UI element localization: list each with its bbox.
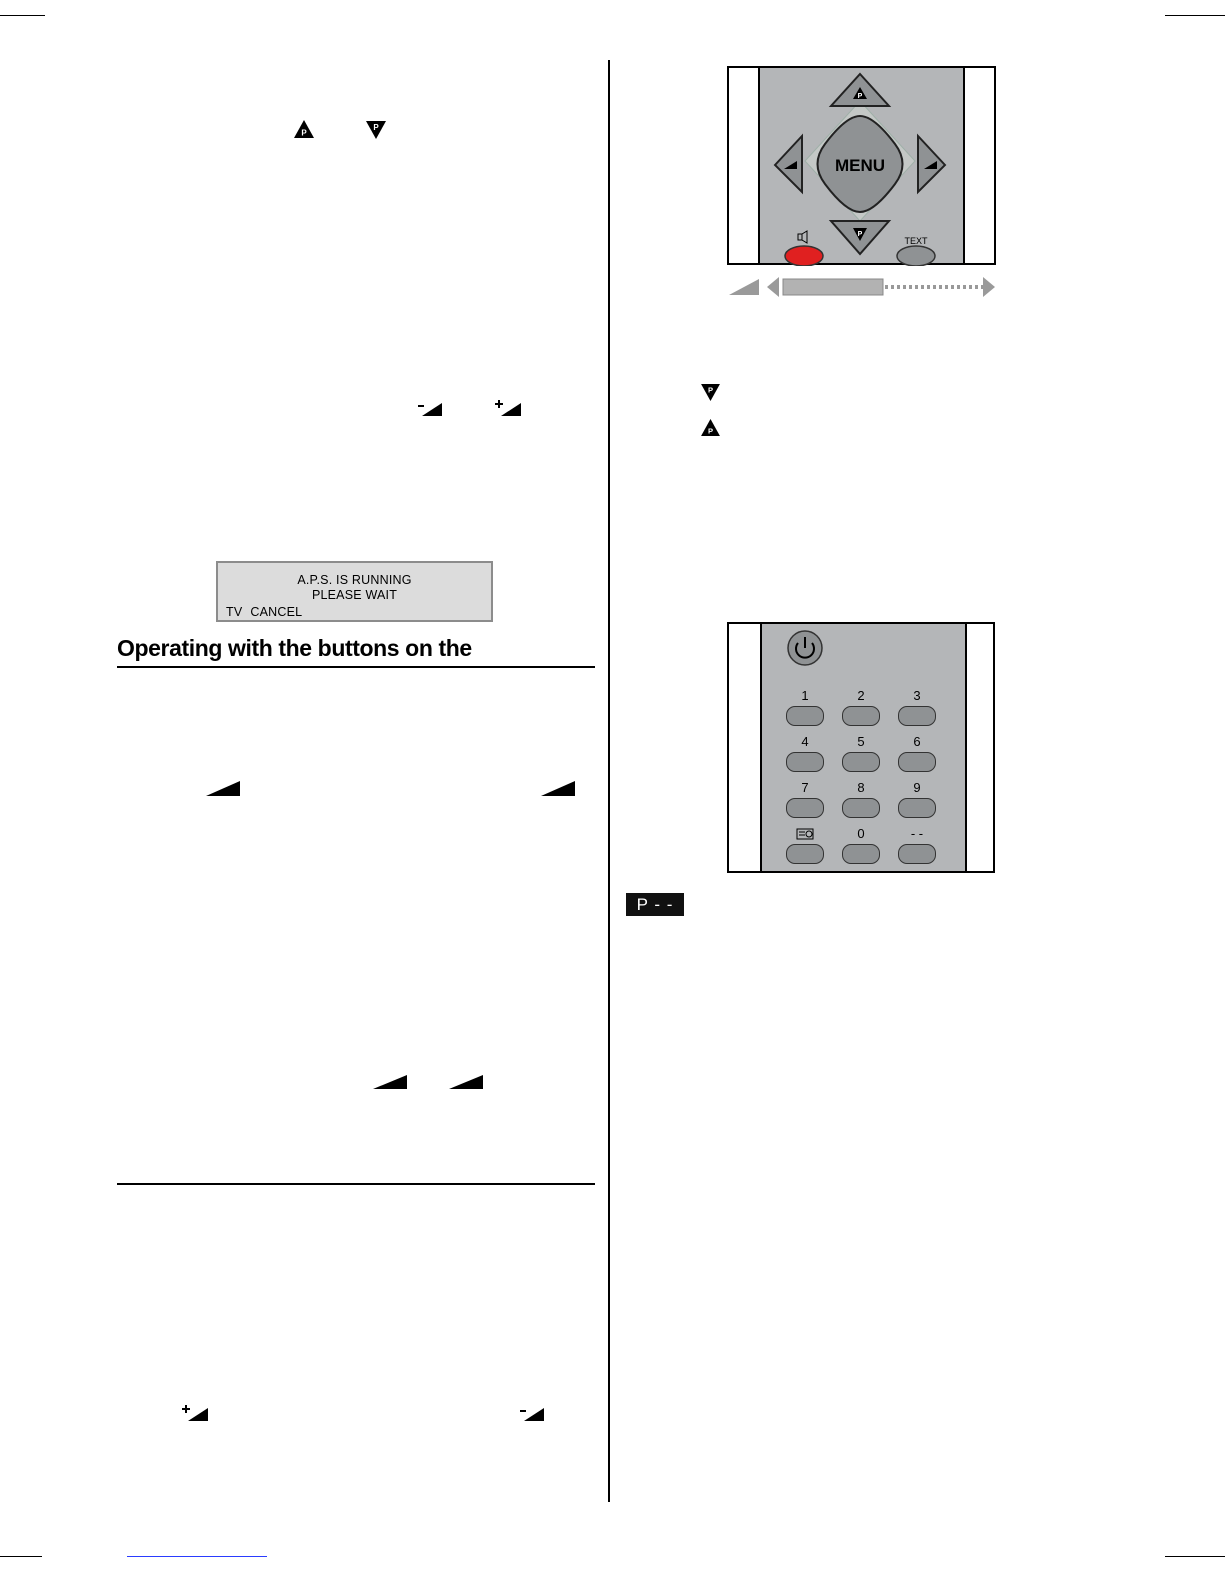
programme-up-icon xyxy=(701,419,720,436)
volume-wedge-icon xyxy=(449,1075,483,1089)
keypad-key[interactable] xyxy=(785,780,825,822)
text-button-label: TEXT xyxy=(904,236,928,246)
keypad-key[interactable] xyxy=(897,826,937,868)
svg-text:P: P xyxy=(707,385,714,395)
crop-mark-top-right xyxy=(1165,15,1225,16)
keypad-key-label: 3 xyxy=(913,688,921,703)
keypad-key[interactable] xyxy=(785,734,825,776)
aps-footer xyxy=(226,605,302,619)
keypad-key[interactable] xyxy=(897,780,937,822)
keypad-key-button[interactable] xyxy=(786,752,824,772)
keypad-key-button[interactable] xyxy=(898,752,936,772)
volume-wedge-icon xyxy=(373,1075,407,1089)
volume-down-icon xyxy=(418,399,444,417)
keypad-key[interactable] xyxy=(785,826,825,868)
tv-key-label: TV xyxy=(226,605,243,619)
crop-mark-bottom-left xyxy=(0,1556,42,1557)
aps-running-dialog xyxy=(216,561,493,622)
volume-up-icon xyxy=(182,1403,209,1423)
keypad-key-button[interactable] xyxy=(786,798,824,818)
aps-wait-text: PLEASE WAIT xyxy=(311,588,398,602)
mute-button[interactable] xyxy=(785,246,823,266)
svg-text:P: P xyxy=(707,426,714,436)
programme-down-icon xyxy=(701,384,720,401)
keypad-key[interactable] xyxy=(897,734,937,776)
keypad-key-label: 4 xyxy=(801,734,809,749)
keypad-key-label: 1 xyxy=(801,688,809,703)
keypad-key-button[interactable] xyxy=(842,752,880,772)
keypad-key[interactable] xyxy=(897,688,937,730)
keypad-key[interactable] xyxy=(785,688,825,730)
svg-text:P: P xyxy=(857,93,863,100)
volume-down-icon xyxy=(520,1404,546,1422)
keypad-key-label: 2 xyxy=(857,688,865,703)
cancel-label[interactable]: CANCEL xyxy=(250,605,303,619)
keypad-key-label: 9 xyxy=(913,780,921,795)
keypad-key-label: 0 xyxy=(857,826,865,841)
aps-status-text: A.P.S. IS RUNNING xyxy=(297,573,412,587)
keypad-key-label: - - xyxy=(910,826,924,841)
remote-navigation-illustration xyxy=(727,66,997,266)
programme-down-icon xyxy=(366,121,386,139)
keypad-key[interactable] xyxy=(841,688,881,730)
keypad-key-button[interactable] xyxy=(786,844,824,864)
volume-up-icon xyxy=(495,398,522,418)
keypad-key-label: 7 xyxy=(801,780,809,795)
heading-underline xyxy=(117,666,595,668)
keypad-key-label: 8 xyxy=(857,780,865,795)
menu-button-label[interactable]: MENU xyxy=(834,156,886,175)
keypad-key[interactable] xyxy=(841,826,881,868)
keypad-key[interactable] xyxy=(841,734,881,776)
keypad-key-label: 6 xyxy=(913,734,921,749)
keypad-key-button[interactable] xyxy=(898,798,936,818)
programme-entry-badge: P - - xyxy=(626,893,684,916)
programme-up-icon xyxy=(294,120,314,138)
crop-mark-top-left xyxy=(0,15,45,16)
footer-link-underline[interactable] xyxy=(127,1556,267,1557)
volume-wedge-icon xyxy=(206,781,240,796)
keypad-key-button[interactable] xyxy=(898,706,936,726)
svg-text:P: P xyxy=(373,123,379,132)
teletext-icon xyxy=(785,826,825,843)
keypad-key-button[interactable] xyxy=(786,706,824,726)
volume-level-bar xyxy=(727,275,997,299)
text-button[interactable] xyxy=(897,246,935,266)
svg-text:P: P xyxy=(857,231,863,238)
volume-wedge-icon xyxy=(541,781,575,796)
svg-text:P: P xyxy=(301,128,307,138)
keypad-key-button[interactable] xyxy=(842,706,880,726)
keypad-key[interactable] xyxy=(841,780,881,822)
crop-mark-bottom-right xyxy=(1165,1556,1225,1557)
keypad-key-button[interactable] xyxy=(898,844,936,864)
keypad-key-button[interactable] xyxy=(842,844,880,864)
number-keypad xyxy=(727,622,996,874)
volume-level-fill xyxy=(783,279,883,295)
keypad-key-label: 5 xyxy=(857,734,865,749)
section-heading: Operating with the buttons on the xyxy=(117,635,472,661)
section-divider xyxy=(117,1183,595,1185)
remote-keypad-illustration xyxy=(727,622,996,874)
keypad-key-button[interactable] xyxy=(842,798,880,818)
column-divider xyxy=(608,60,610,1502)
